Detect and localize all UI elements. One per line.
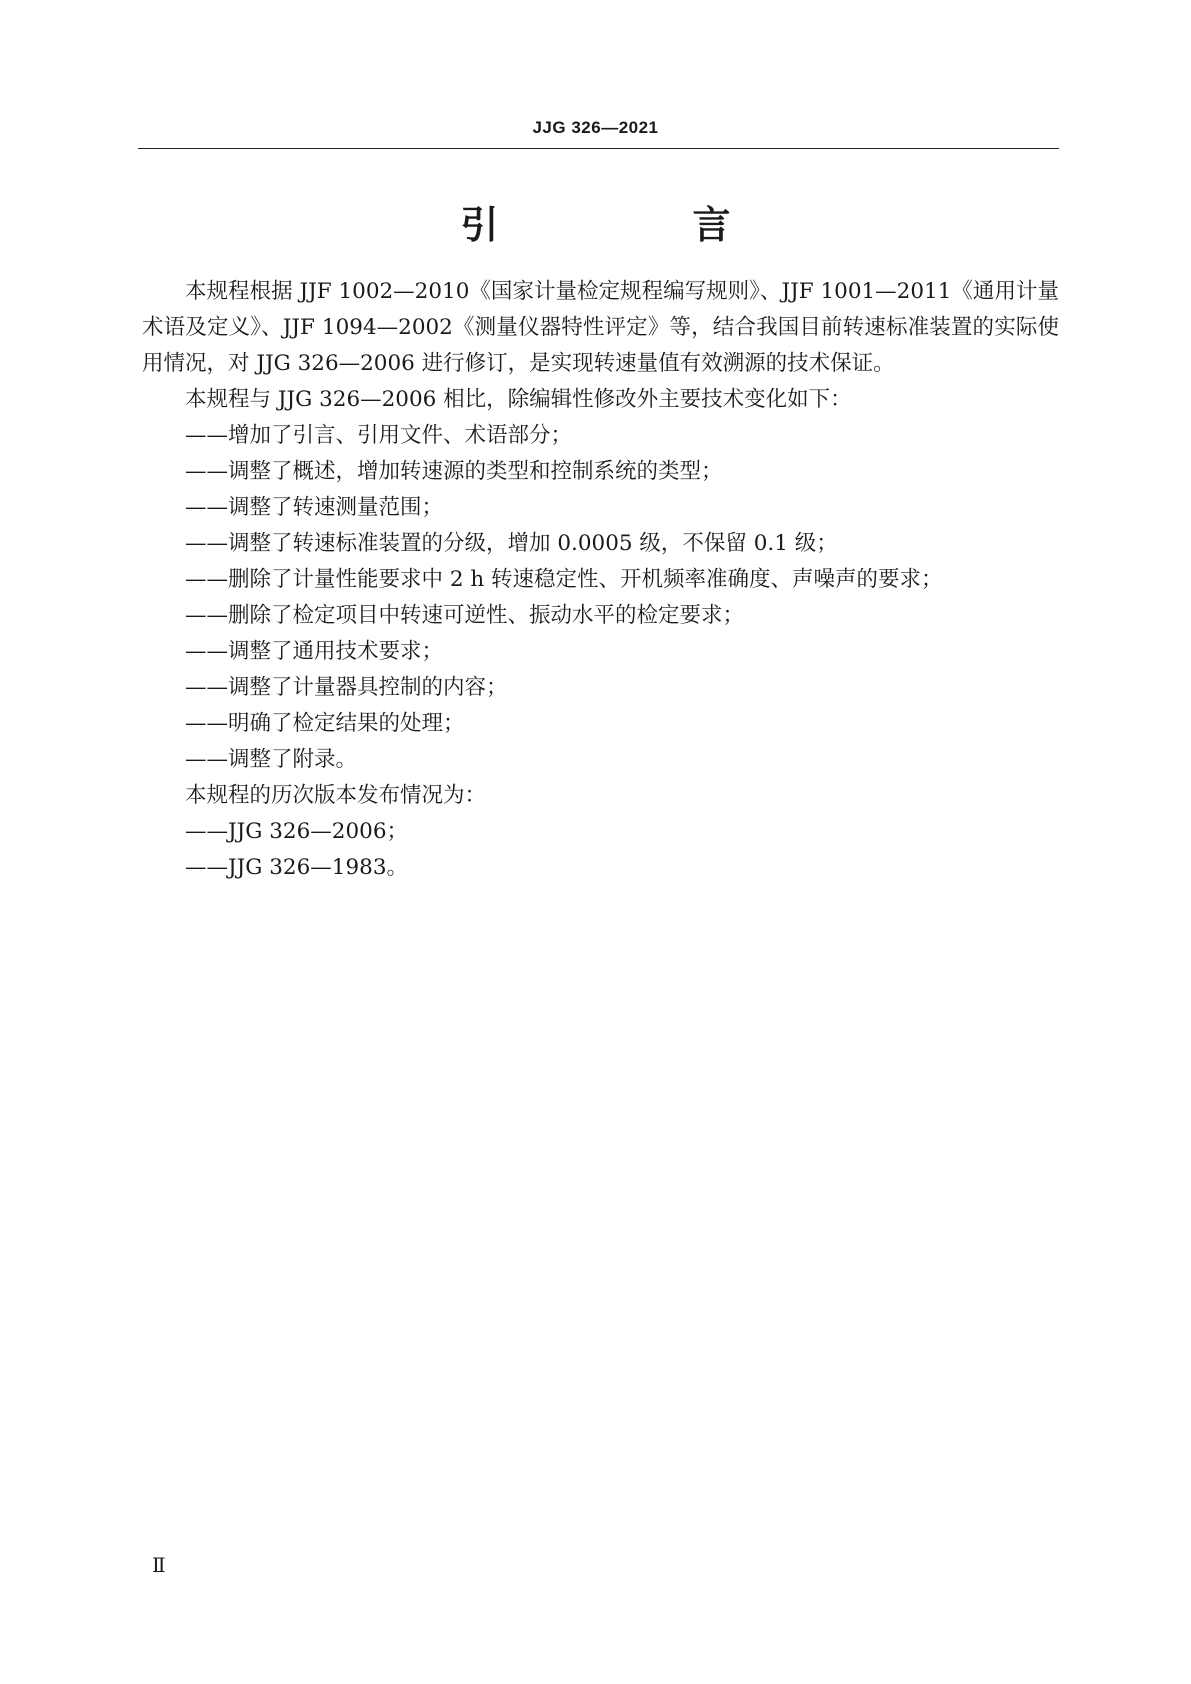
history-intro: 本规程的历次版本发布情况为： <box>185 783 487 808</box>
list-item: ——增加了引言、引用文件、术语部分； <box>185 423 573 448</box>
intro-paragraph: 本规程根据 JJF 1002—2010《国家计量检定规程编写规则》、JJF 1001—2011《通用计量术语及定义》、JJF 1094—2002《测量仪器特性评定》等，结合我国目前转速标准装置的实际使用情况，对 JJG 326—2006 进行修订，是实现转速量值有效溯源的技术保证。 <box>142 279 1059 376</box>
page-title: 引 言 <box>460 203 809 247</box>
list-item: ——调整了通用技术要求； <box>185 639 444 664</box>
list-item: ——调整了概述，增加转速源的类型和控制系统的类型； <box>185 459 723 484</box>
header-standard-code: JJG 326—2021 <box>532 118 659 137</box>
header-divider <box>138 148 1059 149</box>
list-item: ——明确了检定结果的处理； <box>185 711 465 736</box>
list-item: ——删除了检定项目中转速可逆性、振动水平的检定要求； <box>185 603 745 628</box>
changes-intro: 本规程与 JJG 326—2006 相比，除编辑性修改外主要技术变化如下： <box>185 387 852 412</box>
list-item: ——JJG 326—1983。 <box>185 855 408 880</box>
document-body <box>142 274 1059 886</box>
list-item: ——删除了计量性能要求中 2 h 转速稳定性、开机频率准确度、声噪声的要求； <box>185 567 943 592</box>
list-item: ——调整了附录。 <box>185 747 358 772</box>
list-item: ——调整了转速测量范围； <box>185 495 444 520</box>
list-item: ——JJG 326—2006； <box>185 819 408 844</box>
list-item: ——调整了计量器具控制的内容； <box>185 675 508 700</box>
page-number: Ⅱ <box>152 1553 166 1577</box>
list-item: ——调整了转速标准装置的分级，增加 0.0005 级，不保留 0.1 级； <box>185 531 838 556</box>
